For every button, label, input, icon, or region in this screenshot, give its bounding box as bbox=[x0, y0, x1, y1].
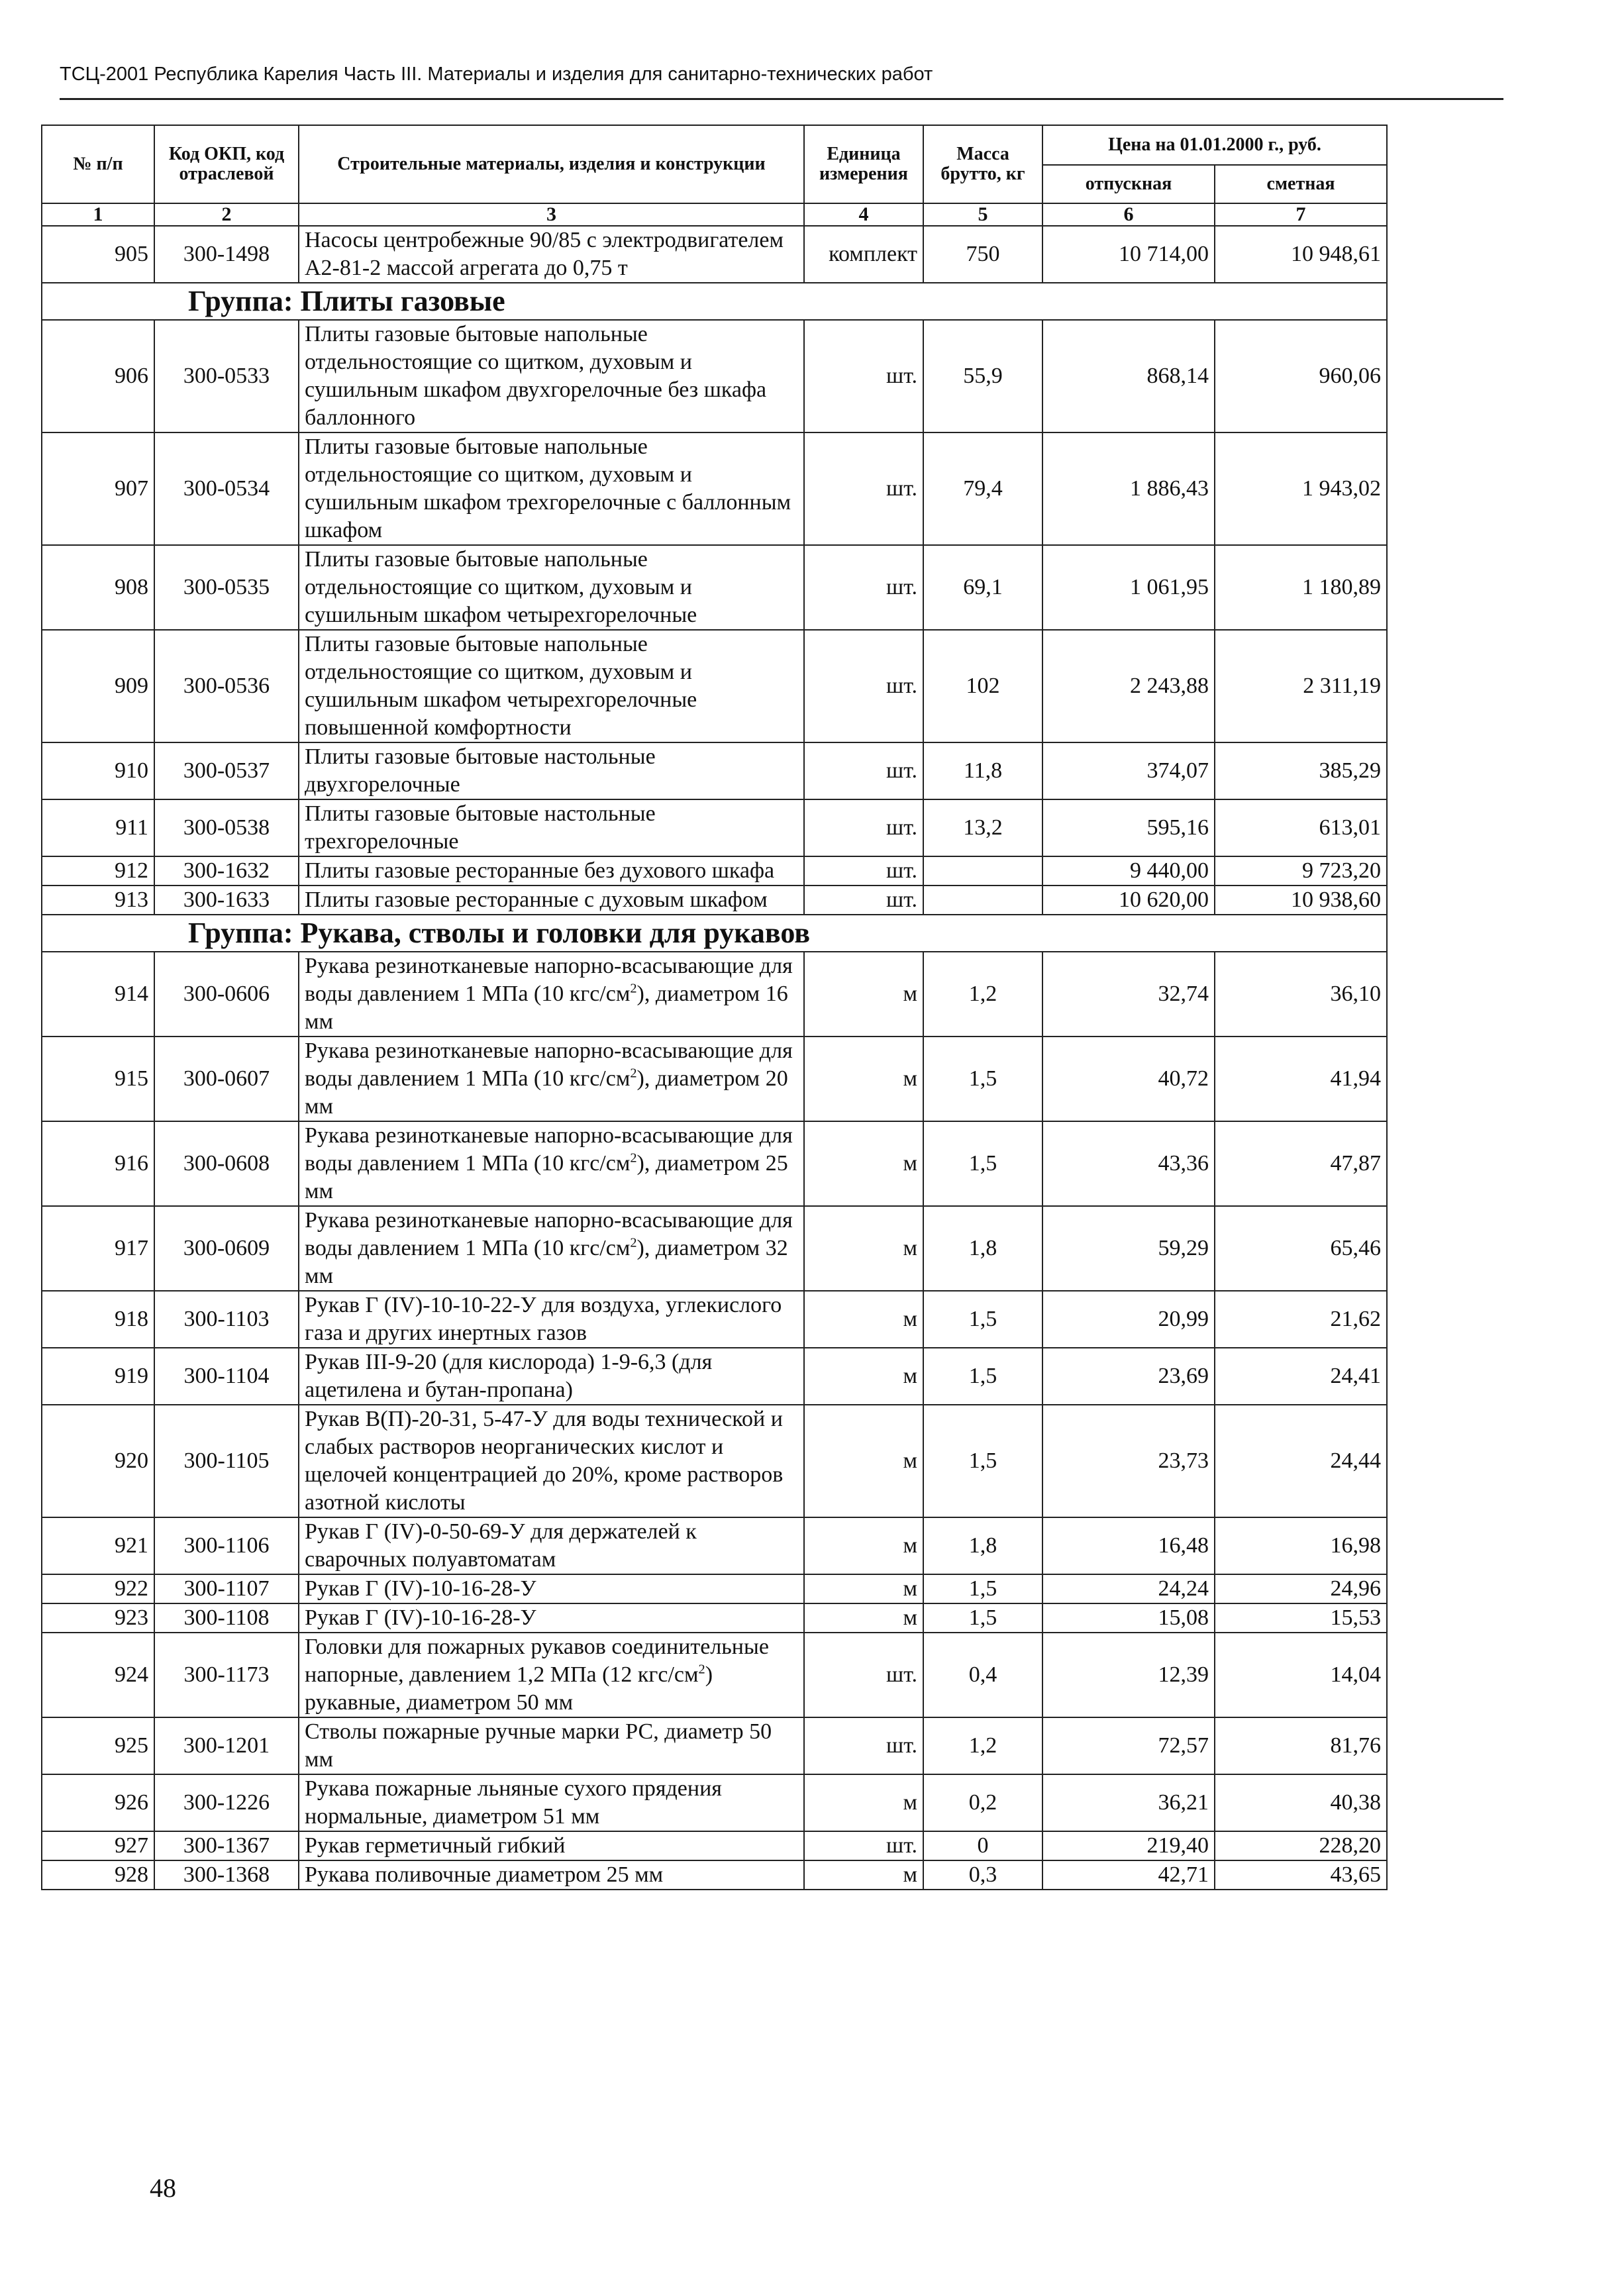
table-row bbox=[42, 1717, 1387, 1774]
item-name: Рукав Г (IV)-10-10-22-У для воздуха, углекислого газа и других инертных газов bbox=[299, 1291, 804, 1348]
price-estimate: 41,94 bbox=[1215, 1037, 1387, 1121]
table-row bbox=[42, 1291, 1387, 1348]
price-release: 23,69 bbox=[1042, 1348, 1215, 1405]
price-estimate: 1 943,02 bbox=[1215, 432, 1387, 545]
price-release: 10 714,00 bbox=[1042, 226, 1215, 283]
header-rule bbox=[60, 98, 1503, 100]
price-release: 12,39 bbox=[1042, 1633, 1215, 1717]
mass: 0 bbox=[923, 1831, 1042, 1860]
table-row bbox=[42, 886, 1387, 915]
table-row bbox=[42, 1348, 1387, 1405]
row-number: 909 bbox=[42, 630, 154, 742]
col-number: 4 bbox=[804, 203, 923, 226]
price-estimate: 228,20 bbox=[1215, 1831, 1387, 1860]
okp-code: 300-0536 bbox=[154, 630, 299, 742]
row-number: 926 bbox=[42, 1774, 154, 1831]
okp-code: 300-0538 bbox=[154, 799, 299, 856]
table-row bbox=[42, 226, 1387, 283]
superscript: 2 bbox=[630, 1150, 637, 1166]
table-row bbox=[42, 1517, 1387, 1574]
superscript: 2 bbox=[698, 1662, 705, 1677]
item-name-text: ), диаметром 20 мм bbox=[305, 1066, 788, 1119]
row-number: 911 bbox=[42, 799, 154, 856]
row-number: 928 bbox=[42, 1860, 154, 1890]
col-number: 1 bbox=[42, 203, 154, 226]
col-header-number: № п/п bbox=[42, 125, 154, 203]
table-row bbox=[42, 1574, 1387, 1603]
price-release: 72,57 bbox=[1042, 1717, 1215, 1774]
price-estimate: 2 311,19 bbox=[1215, 630, 1387, 742]
row-number: 918 bbox=[42, 1291, 154, 1348]
item-name-text: ), диаметром 16 мм bbox=[305, 982, 788, 1034]
item-name-text: Рукава резинотканевые напорно-всасывающие для воды давлением 1 МПа (10 кгс/см bbox=[305, 954, 793, 1006]
price-release: 40,72 bbox=[1042, 1037, 1215, 1121]
superscript: 2 bbox=[630, 1066, 637, 1081]
table-body bbox=[42, 226, 1387, 1890]
item-name: Рукав герметичный гибкий bbox=[299, 1831, 804, 1860]
row-number: 927 bbox=[42, 1831, 154, 1860]
table-row bbox=[42, 1603, 1387, 1633]
price-estimate: 10 938,60 bbox=[1215, 886, 1387, 915]
item-name-text: Головки для пожарных рукавов соединительные напорные, давлением 1,2 МПа (12 кгс/см bbox=[305, 1635, 769, 1687]
col-header-price-release: отпускная bbox=[1042, 165, 1215, 203]
mass: 1,5 bbox=[923, 1037, 1042, 1121]
row-number: 905 bbox=[42, 226, 154, 283]
group-title: Группа: Плиты газовые bbox=[42, 283, 1387, 320]
mass: 102 bbox=[923, 630, 1042, 742]
row-number: 922 bbox=[42, 1574, 154, 1603]
okp-code: 300-0608 bbox=[154, 1121, 299, 1206]
col-number: 6 bbox=[1042, 203, 1215, 226]
mass: 0,2 bbox=[923, 1774, 1042, 1831]
okp-code: 300-0535 bbox=[154, 545, 299, 630]
mass: 1,5 bbox=[923, 1348, 1042, 1405]
unit: шт. bbox=[804, 742, 923, 799]
row-number: 924 bbox=[42, 1633, 154, 1717]
price-estimate: 16,98 bbox=[1215, 1517, 1387, 1574]
item-name: Плиты газовые бытовые напольные отдельностоящие со щитком, духовым и сушильным шкафом трехгорелочные с баллонным шкафом bbox=[299, 432, 804, 545]
item-name: Рукав III-9-20 (для кислорода) 1-9-6,3 (для ацетилена и бутан-пропана) bbox=[299, 1348, 804, 1405]
okp-code: 300-1107 bbox=[154, 1574, 299, 1603]
okp-code: 300-0606 bbox=[154, 952, 299, 1037]
item-name: Рукав В(П)-20-31, 5-47-У для воды технической и слабых растворов неорганических кислот и щелочей концентрацией до 20%, кроме растворов азотной кислоты bbox=[299, 1405, 804, 1517]
item-name-text: Рукава резинотканевые напорно-всасывающие для воды давлением 1 МПа (10 кгс/см bbox=[305, 1208, 793, 1260]
unit: шт. bbox=[804, 886, 923, 915]
mass: 1,8 bbox=[923, 1206, 1042, 1291]
materials-table bbox=[41, 125, 1388, 1890]
price-estimate: 613,01 bbox=[1215, 799, 1387, 856]
okp-code: 300-1226 bbox=[154, 1774, 299, 1831]
price-estimate: 960,06 bbox=[1215, 320, 1387, 432]
row-number: 923 bbox=[42, 1603, 154, 1633]
mass: 1,2 bbox=[923, 952, 1042, 1037]
item-name-text: ), диаметром 32 мм bbox=[305, 1236, 788, 1288]
unit: м bbox=[804, 1860, 923, 1890]
column-number-row bbox=[42, 203, 1387, 226]
unit: м bbox=[804, 1603, 923, 1633]
item-name: Плиты газовые бытовые напольные отдельностоящие со щитком, духовым и сушильным шкафом четырехгорелочные bbox=[299, 545, 804, 630]
item-name bbox=[299, 1037, 804, 1121]
unit: шт. bbox=[804, 1831, 923, 1860]
table-row bbox=[42, 799, 1387, 856]
price-estimate: 47,87 bbox=[1215, 1121, 1387, 1206]
item-name: Рукава поливочные диаметром 25 мм bbox=[299, 1860, 804, 1890]
row-number: 921 bbox=[42, 1517, 154, 1574]
table-row bbox=[42, 545, 1387, 630]
item-name bbox=[299, 1633, 804, 1717]
okp-code: 300-1103 bbox=[154, 1291, 299, 1348]
group-row bbox=[42, 283, 1387, 320]
price-release: 43,36 bbox=[1042, 1121, 1215, 1206]
superscript: 2 bbox=[630, 1235, 637, 1250]
okp-code: 300-1105 bbox=[154, 1405, 299, 1517]
item-name: Насосы центробежные 90/85 с электродвигателем А2-81-2 массой агрегата до 0,75 т bbox=[299, 226, 804, 283]
price-estimate: 1 180,89 bbox=[1215, 545, 1387, 630]
row-number: 912 bbox=[42, 856, 154, 886]
item-name: Рукав Г (IV)-10-16-28-У bbox=[299, 1574, 804, 1603]
unit: м bbox=[804, 1517, 923, 1574]
superscript: 2 bbox=[630, 981, 637, 996]
table-row bbox=[42, 1037, 1387, 1121]
table-row bbox=[42, 1774, 1387, 1831]
unit: м bbox=[804, 1774, 923, 1831]
mass: 1,2 bbox=[923, 1717, 1042, 1774]
okp-code: 300-1104 bbox=[154, 1348, 299, 1405]
item-name: Плиты газовые бытовые напольные отдельностоящие со щитком, духовым и сушильным шкафом четырехгорелочные повышенной комфортности bbox=[299, 630, 804, 742]
mass: 13,2 bbox=[923, 799, 1042, 856]
mass bbox=[923, 886, 1042, 915]
mass: 750 bbox=[923, 226, 1042, 283]
item-name: Рукав Г (IV)-0-50-69-У для держателей к сварочных полуавтоматам bbox=[299, 1517, 804, 1574]
item-name bbox=[299, 952, 804, 1037]
mass: 11,8 bbox=[923, 742, 1042, 799]
price-estimate: 14,04 bbox=[1215, 1633, 1387, 1717]
col-header-okp: Код ОКП, код отраслевой bbox=[154, 125, 299, 203]
unit: м bbox=[804, 1121, 923, 1206]
unit: шт. bbox=[804, 1633, 923, 1717]
unit: шт. bbox=[804, 545, 923, 630]
unit: м bbox=[804, 1405, 923, 1517]
price-estimate: 385,29 bbox=[1215, 742, 1387, 799]
unit: м bbox=[804, 1206, 923, 1291]
mass: 1,5 bbox=[923, 1121, 1042, 1206]
row-number: 919 bbox=[42, 1348, 154, 1405]
price-estimate: 9 723,20 bbox=[1215, 856, 1387, 886]
okp-code: 300-1632 bbox=[154, 856, 299, 886]
unit: комплект bbox=[804, 226, 923, 283]
item-name-text: Рукава резинотканевые напорно-всасывающие для воды давлением 1 МПа (10 кгс/см bbox=[305, 1123, 793, 1176]
table-row bbox=[42, 1860, 1387, 1890]
price-release: 42,71 bbox=[1042, 1860, 1215, 1890]
item-name: Стволы пожарные ручные марки РС, диаметр 50 мм bbox=[299, 1717, 804, 1774]
okp-code: 300-0537 bbox=[154, 742, 299, 799]
item-name-text: ) рукавные, диаметром 50 мм bbox=[305, 1662, 713, 1715]
unit: м bbox=[804, 952, 923, 1037]
price-release: 59,29 bbox=[1042, 1206, 1215, 1291]
price-release: 374,07 bbox=[1042, 742, 1215, 799]
price-release: 16,48 bbox=[1042, 1517, 1215, 1574]
table-row bbox=[42, 320, 1387, 432]
table-row bbox=[42, 432, 1387, 545]
row-number: 906 bbox=[42, 320, 154, 432]
col-header-price-estimate: сметная bbox=[1215, 165, 1387, 203]
item-name: Плиты газовые бытовые настольные двухгорелочные bbox=[299, 742, 804, 799]
mass: 1,5 bbox=[923, 1291, 1042, 1348]
row-number: 907 bbox=[42, 432, 154, 545]
col-number: 5 bbox=[923, 203, 1042, 226]
unit: м bbox=[804, 1037, 923, 1121]
price-release: 20,99 bbox=[1042, 1291, 1215, 1348]
row-number: 914 bbox=[42, 952, 154, 1037]
table-row bbox=[42, 856, 1387, 886]
item-name bbox=[299, 1206, 804, 1291]
okp-code: 300-1368 bbox=[154, 1860, 299, 1890]
price-release: 2 243,88 bbox=[1042, 630, 1215, 742]
table-row bbox=[42, 1633, 1387, 1717]
item-name: Плиты газовые ресторанные без духового шкафа bbox=[299, 856, 804, 886]
group-row bbox=[42, 915, 1387, 952]
price-release: 595,16 bbox=[1042, 799, 1215, 856]
price-release: 9 440,00 bbox=[1042, 856, 1215, 886]
row-number: 917 bbox=[42, 1206, 154, 1291]
price-release: 1 886,43 bbox=[1042, 432, 1215, 545]
unit: шт. bbox=[804, 856, 923, 886]
col-number: 2 bbox=[154, 203, 299, 226]
mass: 79,4 bbox=[923, 432, 1042, 545]
unit: шт. bbox=[804, 320, 923, 432]
item-name: Рукав Г (IV)-10-16-28-У bbox=[299, 1603, 804, 1633]
mass: 0,4 bbox=[923, 1633, 1042, 1717]
price-estimate: 10 948,61 bbox=[1215, 226, 1387, 283]
row-number: 908 bbox=[42, 545, 154, 630]
col-header-unit: Единица измерения bbox=[804, 125, 923, 203]
unit: шт. bbox=[804, 799, 923, 856]
mass: 69,1 bbox=[923, 545, 1042, 630]
price-release: 219,40 bbox=[1042, 1831, 1215, 1860]
table-row bbox=[42, 1206, 1387, 1291]
price-estimate: 21,62 bbox=[1215, 1291, 1387, 1348]
price-release: 868,14 bbox=[1042, 320, 1215, 432]
price-estimate: 24,41 bbox=[1215, 1348, 1387, 1405]
mass: 1,5 bbox=[923, 1603, 1042, 1633]
price-estimate: 40,38 bbox=[1215, 1774, 1387, 1831]
col-number: 3 bbox=[299, 203, 804, 226]
price-release: 32,74 bbox=[1042, 952, 1215, 1037]
item-name-text: ), диаметром 25 мм bbox=[305, 1151, 788, 1203]
price-estimate: 43,65 bbox=[1215, 1860, 1387, 1890]
mass: 1,5 bbox=[923, 1405, 1042, 1517]
table-row bbox=[42, 1831, 1387, 1860]
price-release: 23,73 bbox=[1042, 1405, 1215, 1517]
group-title: Группа: Рукава, стволы и головки для рукавов bbox=[42, 915, 1387, 952]
okp-code: 300-0533 bbox=[154, 320, 299, 432]
col-number: 7 bbox=[1215, 203, 1387, 226]
okp-code: 300-1106 bbox=[154, 1517, 299, 1574]
table-row bbox=[42, 630, 1387, 742]
running-header: ТСЦ-2001 Республика Карелия Часть III. Материалы и изделия для санитарно-технических работ bbox=[60, 64, 933, 85]
price-release: 36,21 bbox=[1042, 1774, 1215, 1831]
price-release: 10 620,00 bbox=[1042, 886, 1215, 915]
unit: м bbox=[804, 1348, 923, 1405]
col-header-name: Строительные материалы, изделия и конструкции bbox=[299, 125, 804, 203]
unit: шт. bbox=[804, 432, 923, 545]
row-number: 925 bbox=[42, 1717, 154, 1774]
okp-code: 300-1173 bbox=[154, 1633, 299, 1717]
table-row bbox=[42, 1405, 1387, 1517]
col-header-mass: Масса брутто, кг bbox=[923, 125, 1042, 203]
price-estimate: 81,76 bbox=[1215, 1717, 1387, 1774]
mass: 55,9 bbox=[923, 320, 1042, 432]
table-row bbox=[42, 1121, 1387, 1206]
item-name-text: Рукава резинотканевые напорно-всасывающие для воды давлением 1 МПа (10 кгс/см bbox=[305, 1038, 793, 1091]
unit: шт. bbox=[804, 630, 923, 742]
price-release: 15,08 bbox=[1042, 1603, 1215, 1633]
item-name: Плиты газовые ресторанные с духовым шкафом bbox=[299, 886, 804, 915]
item-name bbox=[299, 1121, 804, 1206]
okp-code: 300-0534 bbox=[154, 432, 299, 545]
row-number: 920 bbox=[42, 1405, 154, 1517]
okp-code: 300-1108 bbox=[154, 1603, 299, 1633]
unit: шт. bbox=[804, 1717, 923, 1774]
item-name: Плиты газовые бытовые настольные трехгорелочные bbox=[299, 799, 804, 856]
row-number: 916 bbox=[42, 1121, 154, 1206]
price-release: 24,24 bbox=[1042, 1574, 1215, 1603]
unit: м bbox=[804, 1574, 923, 1603]
unit: м bbox=[804, 1291, 923, 1348]
page-number: 48 bbox=[150, 2173, 176, 2203]
mass: 1,5 bbox=[923, 1574, 1042, 1603]
okp-code: 300-1498 bbox=[154, 226, 299, 283]
item-name: Рукава пожарные льняные сухого прядения нормальные, диаметром 51 мм bbox=[299, 1774, 804, 1831]
col-header-price: Цена на 01.01.2000 г., руб. bbox=[1042, 125, 1387, 165]
row-number: 913 bbox=[42, 886, 154, 915]
mass: 0,3 bbox=[923, 1860, 1042, 1890]
price-release: 1 061,95 bbox=[1042, 545, 1215, 630]
okp-code: 300-1201 bbox=[154, 1717, 299, 1774]
item-name: Плиты газовые бытовые напольные отдельностоящие со щитком, духовым и сушильным шкафом двухгорелочные без шкафа баллонного bbox=[299, 320, 804, 432]
mass: 1,8 bbox=[923, 1517, 1042, 1574]
table-row bbox=[42, 952, 1387, 1037]
okp-code: 300-0609 bbox=[154, 1206, 299, 1291]
price-estimate: 24,44 bbox=[1215, 1405, 1387, 1517]
price-estimate: 24,96 bbox=[1215, 1574, 1387, 1603]
okp-code: 300-0607 bbox=[154, 1037, 299, 1121]
mass bbox=[923, 856, 1042, 886]
table-row bbox=[42, 742, 1387, 799]
price-estimate: 65,46 bbox=[1215, 1206, 1387, 1291]
row-number: 915 bbox=[42, 1037, 154, 1121]
price-estimate: 36,10 bbox=[1215, 952, 1387, 1037]
okp-code: 300-1367 bbox=[154, 1831, 299, 1860]
row-number: 910 bbox=[42, 742, 154, 799]
price-estimate: 15,53 bbox=[1215, 1603, 1387, 1633]
okp-code: 300-1633 bbox=[154, 886, 299, 915]
